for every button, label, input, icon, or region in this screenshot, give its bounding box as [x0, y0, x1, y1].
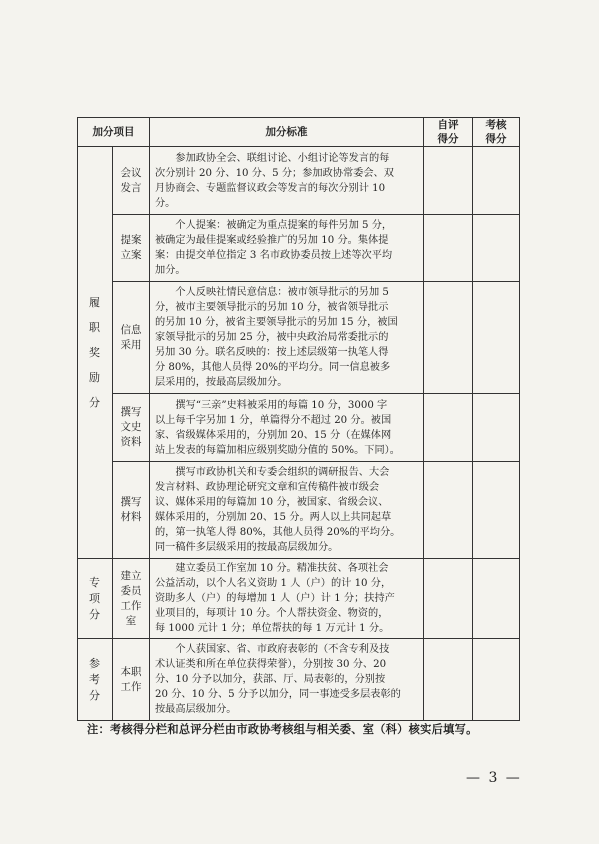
standard-line: 的，第一执笔人得 80%，其他人员得 20%的平均分。	[155, 527, 401, 538]
self-score-cell[interactable]	[424, 394, 473, 462]
header-standard: 加分标准	[150, 118, 424, 147]
item-name-line: 信息	[120, 323, 142, 336]
standard-line: 的另加 10 分，被省主要领导批示的另加 15 分，被国	[155, 317, 398, 328]
standard-line: 同一稿件多层级采用的按最高层级加分。	[155, 542, 339, 553]
self-score-cell[interactable]	[424, 215, 473, 282]
standard-line: 以上每千字另加 1 分，单篇得分不超过 20 分。被国	[155, 414, 392, 426]
header-self-score	[424, 118, 473, 147]
header-self-score-line1: 自评	[437, 119, 459, 131]
table-row	[78, 215, 520, 282]
check-score-cell[interactable]	[473, 559, 520, 639]
item-name-line: 会议	[120, 166, 142, 179]
footnote: 注：考核得分栏和总评分栏由市政协考核组与相关委、室（科）核实后填写。	[87, 722, 478, 736]
standard-line: 按最高层级加分。	[155, 704, 237, 715]
self-score-cell[interactable]	[424, 559, 473, 639]
item-name-line: 工作	[120, 599, 142, 612]
item-name-line: 立案	[120, 249, 142, 261]
self-score-cell[interactable]	[424, 282, 473, 394]
item-name	[113, 639, 150, 721]
item-standard	[150, 282, 424, 394]
self-score-cell[interactable]	[424, 147, 473, 215]
item-name-line: 撰写	[120, 496, 142, 508]
category-duty-reward	[78, 147, 113, 559]
standard-line: 每 1000 元计 1 分；单位帮扶的每 1 万元计 1 分。	[155, 623, 390, 634]
item-name-line: 文史	[120, 421, 142, 433]
header-check-score-line1: 考核	[485, 119, 507, 131]
category-char: 履	[89, 296, 101, 309]
item-name	[113, 215, 150, 282]
category-char: 职	[89, 321, 101, 334]
item-name-line: 材料	[120, 511, 142, 523]
category-char: 参	[89, 656, 101, 670]
item-name-line: 工作	[120, 680, 142, 693]
self-score-cell[interactable]	[424, 639, 473, 721]
check-score-cell[interactable]	[473, 282, 520, 394]
item-name-line: 建立	[120, 569, 142, 582]
check-score-cell[interactable]	[473, 215, 520, 282]
category-char: 项	[89, 591, 101, 605]
category-char: 考	[89, 672, 101, 686]
item-standard	[150, 215, 424, 282]
standard-line: 层采用的，按最高层级加分。	[155, 377, 288, 388]
standard-line: 建立委员工作室加 10 分。精准扶贫、各项社会	[175, 563, 389, 574]
standard-line: 个人获国家、省、市政府表彰的（不含专利及技	[175, 644, 390, 655]
standard-line: 次分别计 20 分、10 分、5 分；参加政协常委会、双	[155, 167, 394, 179]
item-name-line: 室	[125, 614, 137, 627]
table-row	[78, 394, 520, 462]
category-special	[78, 559, 113, 639]
item-standard	[150, 147, 424, 215]
header-item: 加分项目	[78, 118, 150, 147]
standard-line: 分。	[155, 197, 176, 209]
standard-line: 家、省级媒体采用的，分别加 20、15 分（在媒体网	[155, 429, 392, 441]
item-name	[113, 394, 150, 462]
standard-line: 议、媒体采用的每篇加 10 分，被国家、省级会议、	[155, 497, 389, 508]
standard-line: 20 分、10 分、5 分予以加分，同一事迹受多层表彰的	[155, 689, 401, 700]
standard-line: 业项目的，每项计 10 分。个人帮扶资金、物资的，	[155, 608, 389, 619]
category-char: 分	[89, 688, 101, 702]
table-row	[78, 559, 520, 639]
standard-line: 发言材料、政协理论研究文章和宣传稿件被市级会	[155, 482, 380, 493]
standard-line: 案：由提交单位指定 3 名市政协委员按上述等次平均	[155, 250, 393, 261]
standard-line: 被确定为最佳提案或经验推广的另加 10 分。集体提	[155, 235, 389, 246]
check-score-cell[interactable]	[473, 147, 520, 215]
table-row	[78, 639, 520, 721]
item-name-line: 本职	[120, 665, 142, 678]
standard-line: 公益活动，以个人名义资助 1 人（户）的计 10 分，	[155, 578, 392, 589]
standard-line: 术认证类和所在单位获得荣誉），分别按 30 分、20	[155, 659, 387, 670]
standard-line: 分、10 分予以加分，获部、厅、局表彰的，分别按	[155, 674, 386, 685]
scoring-table	[77, 117, 520, 721]
table-row	[78, 282, 520, 394]
standard-line: 个人提案：被确定为重点提案的每件另加 5 分，	[175, 220, 393, 231]
item-name	[113, 559, 150, 639]
standard-line: 撰写市政协机关和专委会组织的调研报告、大会	[175, 467, 390, 478]
item-name-line: 撰写	[120, 406, 142, 418]
check-score-cell[interactable]	[473, 394, 520, 462]
item-name-line: 资料	[120, 436, 142, 448]
item-standard	[150, 639, 424, 721]
category-char: 分	[89, 396, 101, 409]
standard-line: 撰写“三亲”史料被采用的每篇 10 分，3000 字	[175, 399, 388, 411]
item-name	[113, 147, 150, 215]
check-score-cell[interactable]	[473, 462, 520, 559]
page-number: — 3 —	[466, 770, 522, 786]
standard-line: 参加政协全会、联组讨论、小组讨论等发言的每	[175, 152, 390, 164]
standard-line: 分，被市主要领导批示的另加 10 分，被省领导批示	[155, 302, 389, 313]
standard-line: 家领导批示的另加 25 分，被中央政治局常委批示的	[155, 332, 389, 343]
item-name	[113, 462, 150, 559]
standard-line: 分 80%，其他人员得 20%的平均分。同一信息被多	[155, 362, 391, 373]
table-row	[78, 147, 520, 215]
category-char: 励	[89, 371, 101, 384]
item-name-line: 发言	[120, 181, 142, 194]
header-row	[78, 118, 520, 147]
standard-line: 个人反映社情民意信息：被市领导批示的另加 5	[175, 287, 389, 298]
item-name-line: 提案	[120, 234, 142, 246]
category-char: 分	[89, 607, 101, 621]
item-standard	[150, 394, 424, 462]
standard-line: 月协商会、专题监督议政会等发言的每次分别计 10	[155, 182, 386, 194]
standard-line: 媒体采用的，分别加 20、15 分。两人以上共同起草	[155, 512, 392, 523]
standard-line: 加分。	[155, 265, 186, 276]
standard-line: 资助多人（户）的每增加 1 人（户）计 1 分；扶持产	[155, 593, 395, 604]
standard-line: 另加 30 分。联名反映的：按上述层级第一执笔人得	[155, 347, 389, 358]
category-char: 专	[89, 575, 101, 589]
category-reference	[78, 639, 113, 721]
item-name	[113, 282, 150, 394]
standard-line: 站上发表的每篇加相应级别奖励分值的 50%。下同）。	[155, 444, 400, 456]
header-check-score	[473, 118, 520, 147]
check-score-cell[interactable]	[473, 639, 520, 721]
header-check-score-line2: 得分	[485, 133, 507, 145]
item-standard	[150, 559, 424, 639]
table-row	[78, 462, 520, 559]
item-name-line: 采用	[120, 338, 142, 351]
header-self-score-line2: 得分	[437, 133, 459, 145]
self-score-cell[interactable]	[424, 462, 473, 559]
item-standard	[150, 462, 424, 559]
item-name-line: 委员	[120, 584, 142, 597]
category-char: 奖	[89, 346, 101, 359]
